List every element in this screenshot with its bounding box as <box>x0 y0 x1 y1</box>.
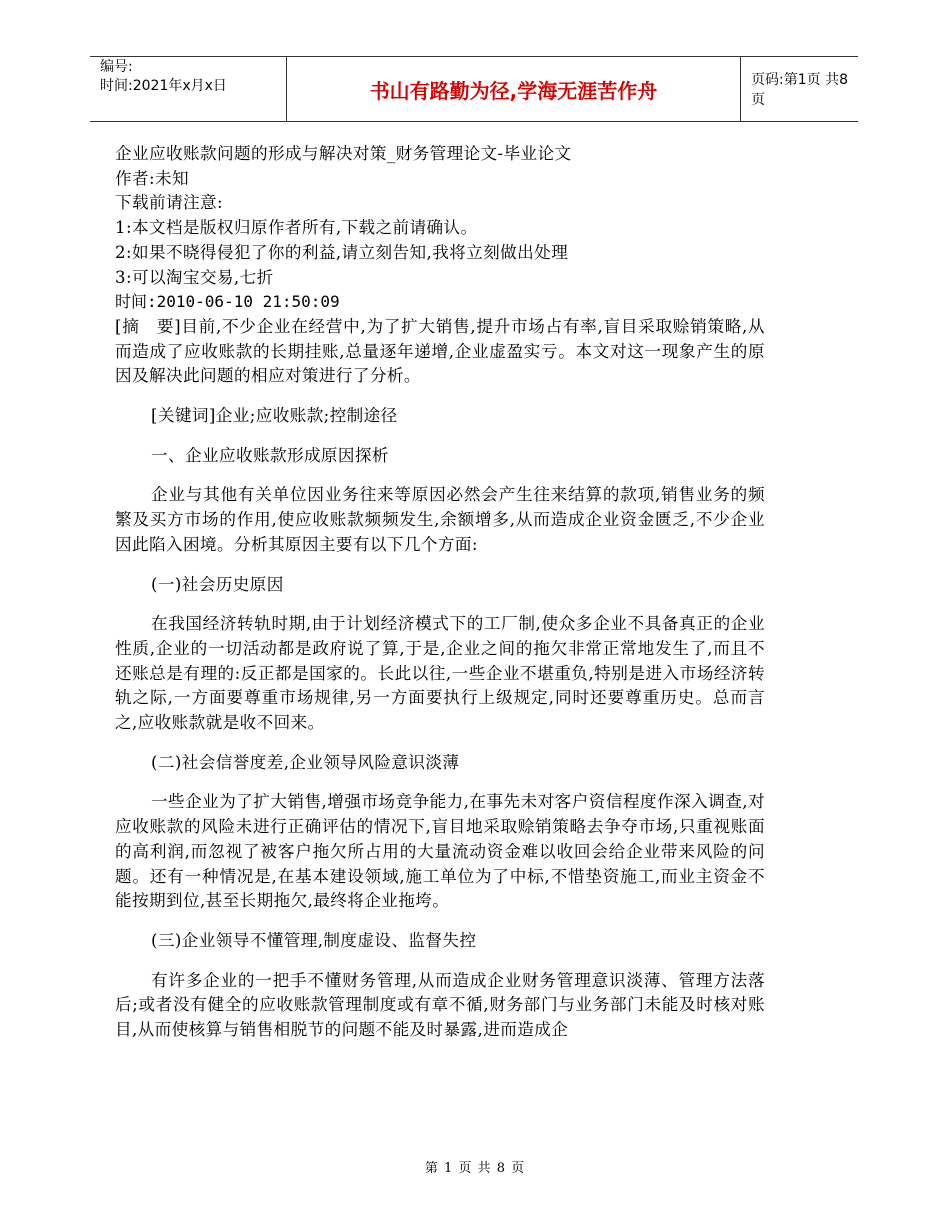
notice-title: 下载前请注意: <box>115 193 223 213</box>
subsection-heading: (二)社会信誉度差,企业领导风险意识淡薄 <box>151 752 460 772</box>
subsection-heading: (一)社会历史原因 <box>151 574 284 594</box>
header-time-label: 时间:2021年x月x日 <box>100 78 227 94</box>
header-page-info: 页码:第1页 共8页 <box>751 72 848 108</box>
paragraph: 企业与其他有关单位因业务往来等原因必然会产生往来结算的款项,销售业务的频繁及买方市场的作用,使应收账款频频发生,余额增多,从而造成企业资金匮乏,不少企业因此陷入困境。分析其原因主要有以下几个方面: <box>115 485 765 554</box>
article-abstract: [摘 要]目前,不少企业在经营中,为了扩大销售,提升市场占有率,盲目采取赊销策略,从而造成了应收账款的长期挂账,总量逐年递增,企业虚盈实亏。本文对这一现象产生的原因及解决此问题的相应对策进行了分析。 <box>115 316 765 386</box>
notice-item: 1:本文档是版权归原作者所有,下载之前请确认。 <box>115 218 478 238</box>
header-motto: 书山有路勤为径,学海无涯苦作舟 <box>286 57 741 121</box>
section-heading: 一、企业应收账款形成原因探析 <box>151 445 389 465</box>
page-footer: 第 1 页 共 8 页 <box>424 1161 526 1176</box>
article-title: 企业应收账款问题的形成与解决对策_财务管理论文-毕业论文 <box>115 144 572 163</box>
notice-item: 2:如果不晓得侵犯了你的利益,请立刻告知,我将立刻做出处理 <box>115 242 569 262</box>
paragraph: 有许多企业的一把手不懂财务管理,从而造成企业财务管理意识淡薄、管理方法落后;或者没有健全的应收账款管理制度或有章不循,财务部门与业务部门未能及时核对账目,从而使核算与销售相脱节的问题不能及时暴露,进而造成企 <box>115 970 765 1040</box>
article-body <box>115 142 765 1043</box>
paragraph: 在我国经济转轨时期,由于计划经济模式下的工厂制,使众多企业不具备真正的企业性质,企业的一切活动都是政府说了算,于是,企业之间的拖欠非常正常地发生了,而且不还账总是有理的:反正都是国家的。长此以往,一些企业不堪重负,特别是进入市场经济转轨之际,一方面要尊重市场规律,另一方面要执行上级规定,同时还要尊重历史。总而言之,应收账款就是收不回来。 <box>115 614 765 733</box>
paragraph: 一些企业为了扩大销售,增强市场竞争能力,在事先未对客户资信程度作深入调查,对应收账款的风险未进行正确评估的情况下,盲目地采取赊销策略去争夺市场,只重视账面的高利润,而忽视了被客户拖欠所占用的大量流动资金难以收回会给企业带来风险的问题。还有一种情况是,在基本建设领域,施工单位为了中标,不惜垫资施工,而业主资金不能按期到位,甚至长期拖欠,最终将企业拖垮。 <box>115 792 765 911</box>
header-meta-cell <box>90 57 286 121</box>
article-timestamp: 时间:2010-06-10 21:50:09 <box>115 292 340 312</box>
subsection-heading: (三)企业领导不懂管理,制度虚设、监督失控 <box>151 930 477 950</box>
header-id-label: 编号: <box>100 59 133 75</box>
article-author: 作者:未知 <box>115 168 189 188</box>
notice-item: 3:可以淘宝交易,七折 <box>115 267 274 287</box>
article-keywords: [关键词]企业;应收账款;控制途径 <box>151 406 398 426</box>
document-header <box>90 56 858 122</box>
